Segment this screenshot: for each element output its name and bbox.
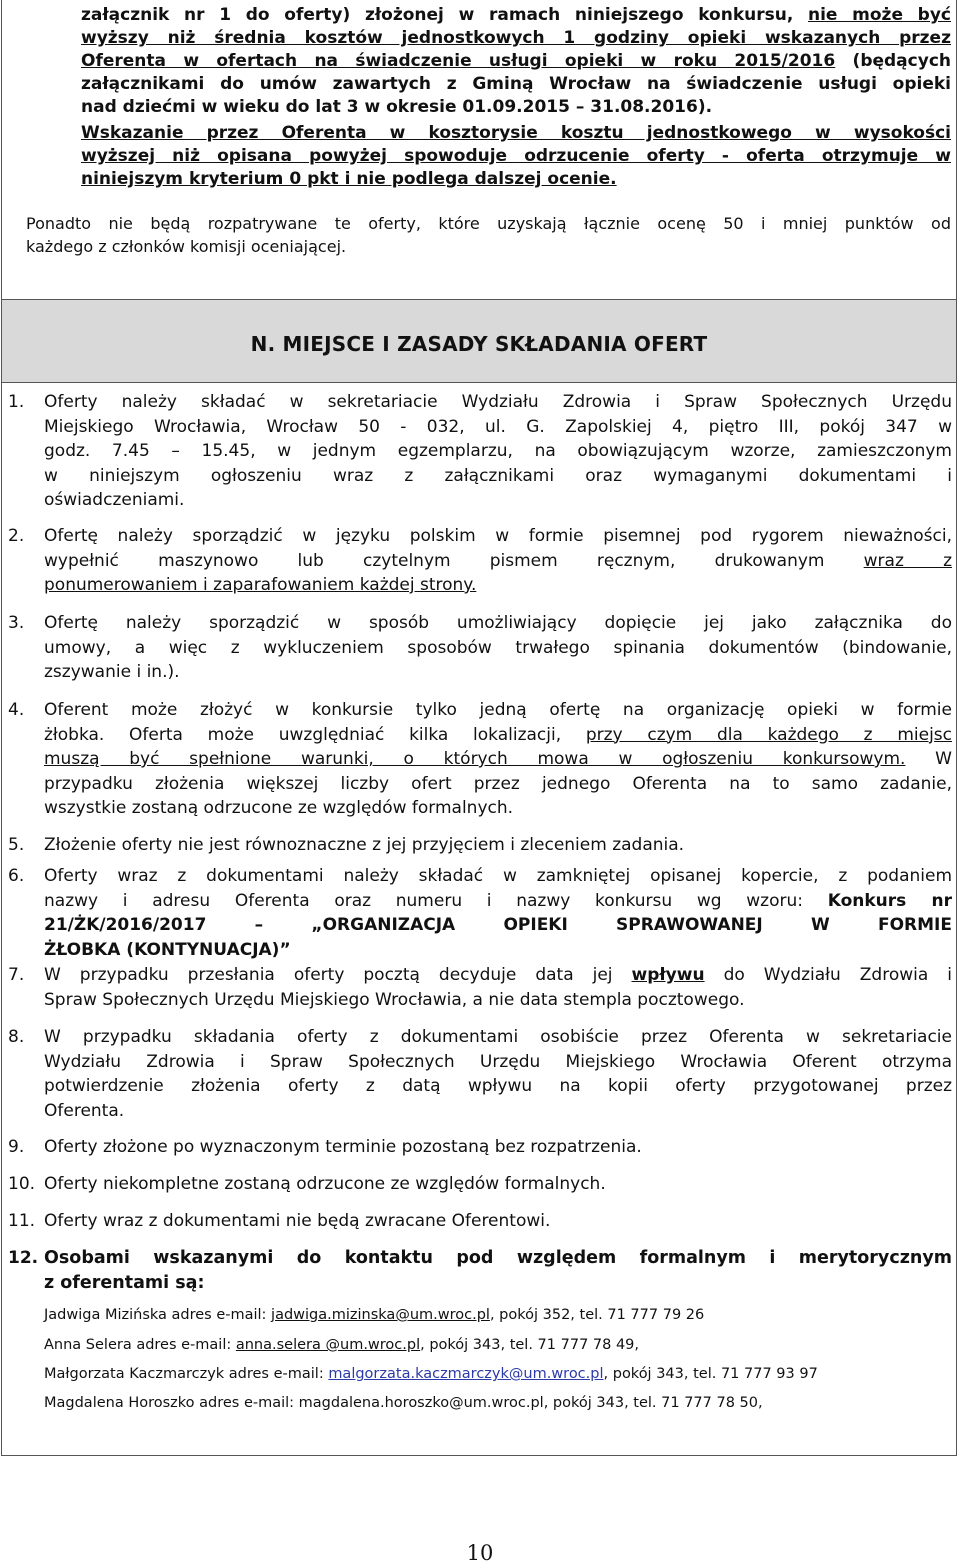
page-number: 10 <box>466 1541 494 1565</box>
email-link[interactable]: jadwiga.mizinska@um.wroc.pl <box>271 1307 490 1323</box>
contact-row: Magdalena Horoszko adres e-mail: magdalena.horoszko@um.wroc.pl, pokój 343, tel. 71 777 78 50, <box>44 1395 763 1411</box>
email-link[interactable]: malgorzata.kaczmarczyk@um.wroc.pl <box>328 1366 604 1382</box>
contact-row: Anna Selera adres e-mail: anna.selera @um.wroc.pl, pokój 343, tel. 71 777 78 49, <box>44 1337 640 1353</box>
contact-row: Małgorzata Kaczmarczyk adres e-mail: malgorzata.kaczmarczyk@um.wroc.pl, pokój 343, tel. 71 777 93 97 <box>44 1366 818 1382</box>
contact-row: Jadwiga Mizińska adres e-mail: jadwiga.mizinska@um.wroc.pl, pokój 352, tel. 71 777 79 26 <box>44 1307 705 1323</box>
email-link[interactable]: anna.selera @um.wroc.pl <box>235 1337 421 1353</box>
section-title: N. MIEJSCE I ZASADY SKŁADANIA OFERT <box>250 332 708 356</box>
section-header-band <box>2 300 956 383</box>
